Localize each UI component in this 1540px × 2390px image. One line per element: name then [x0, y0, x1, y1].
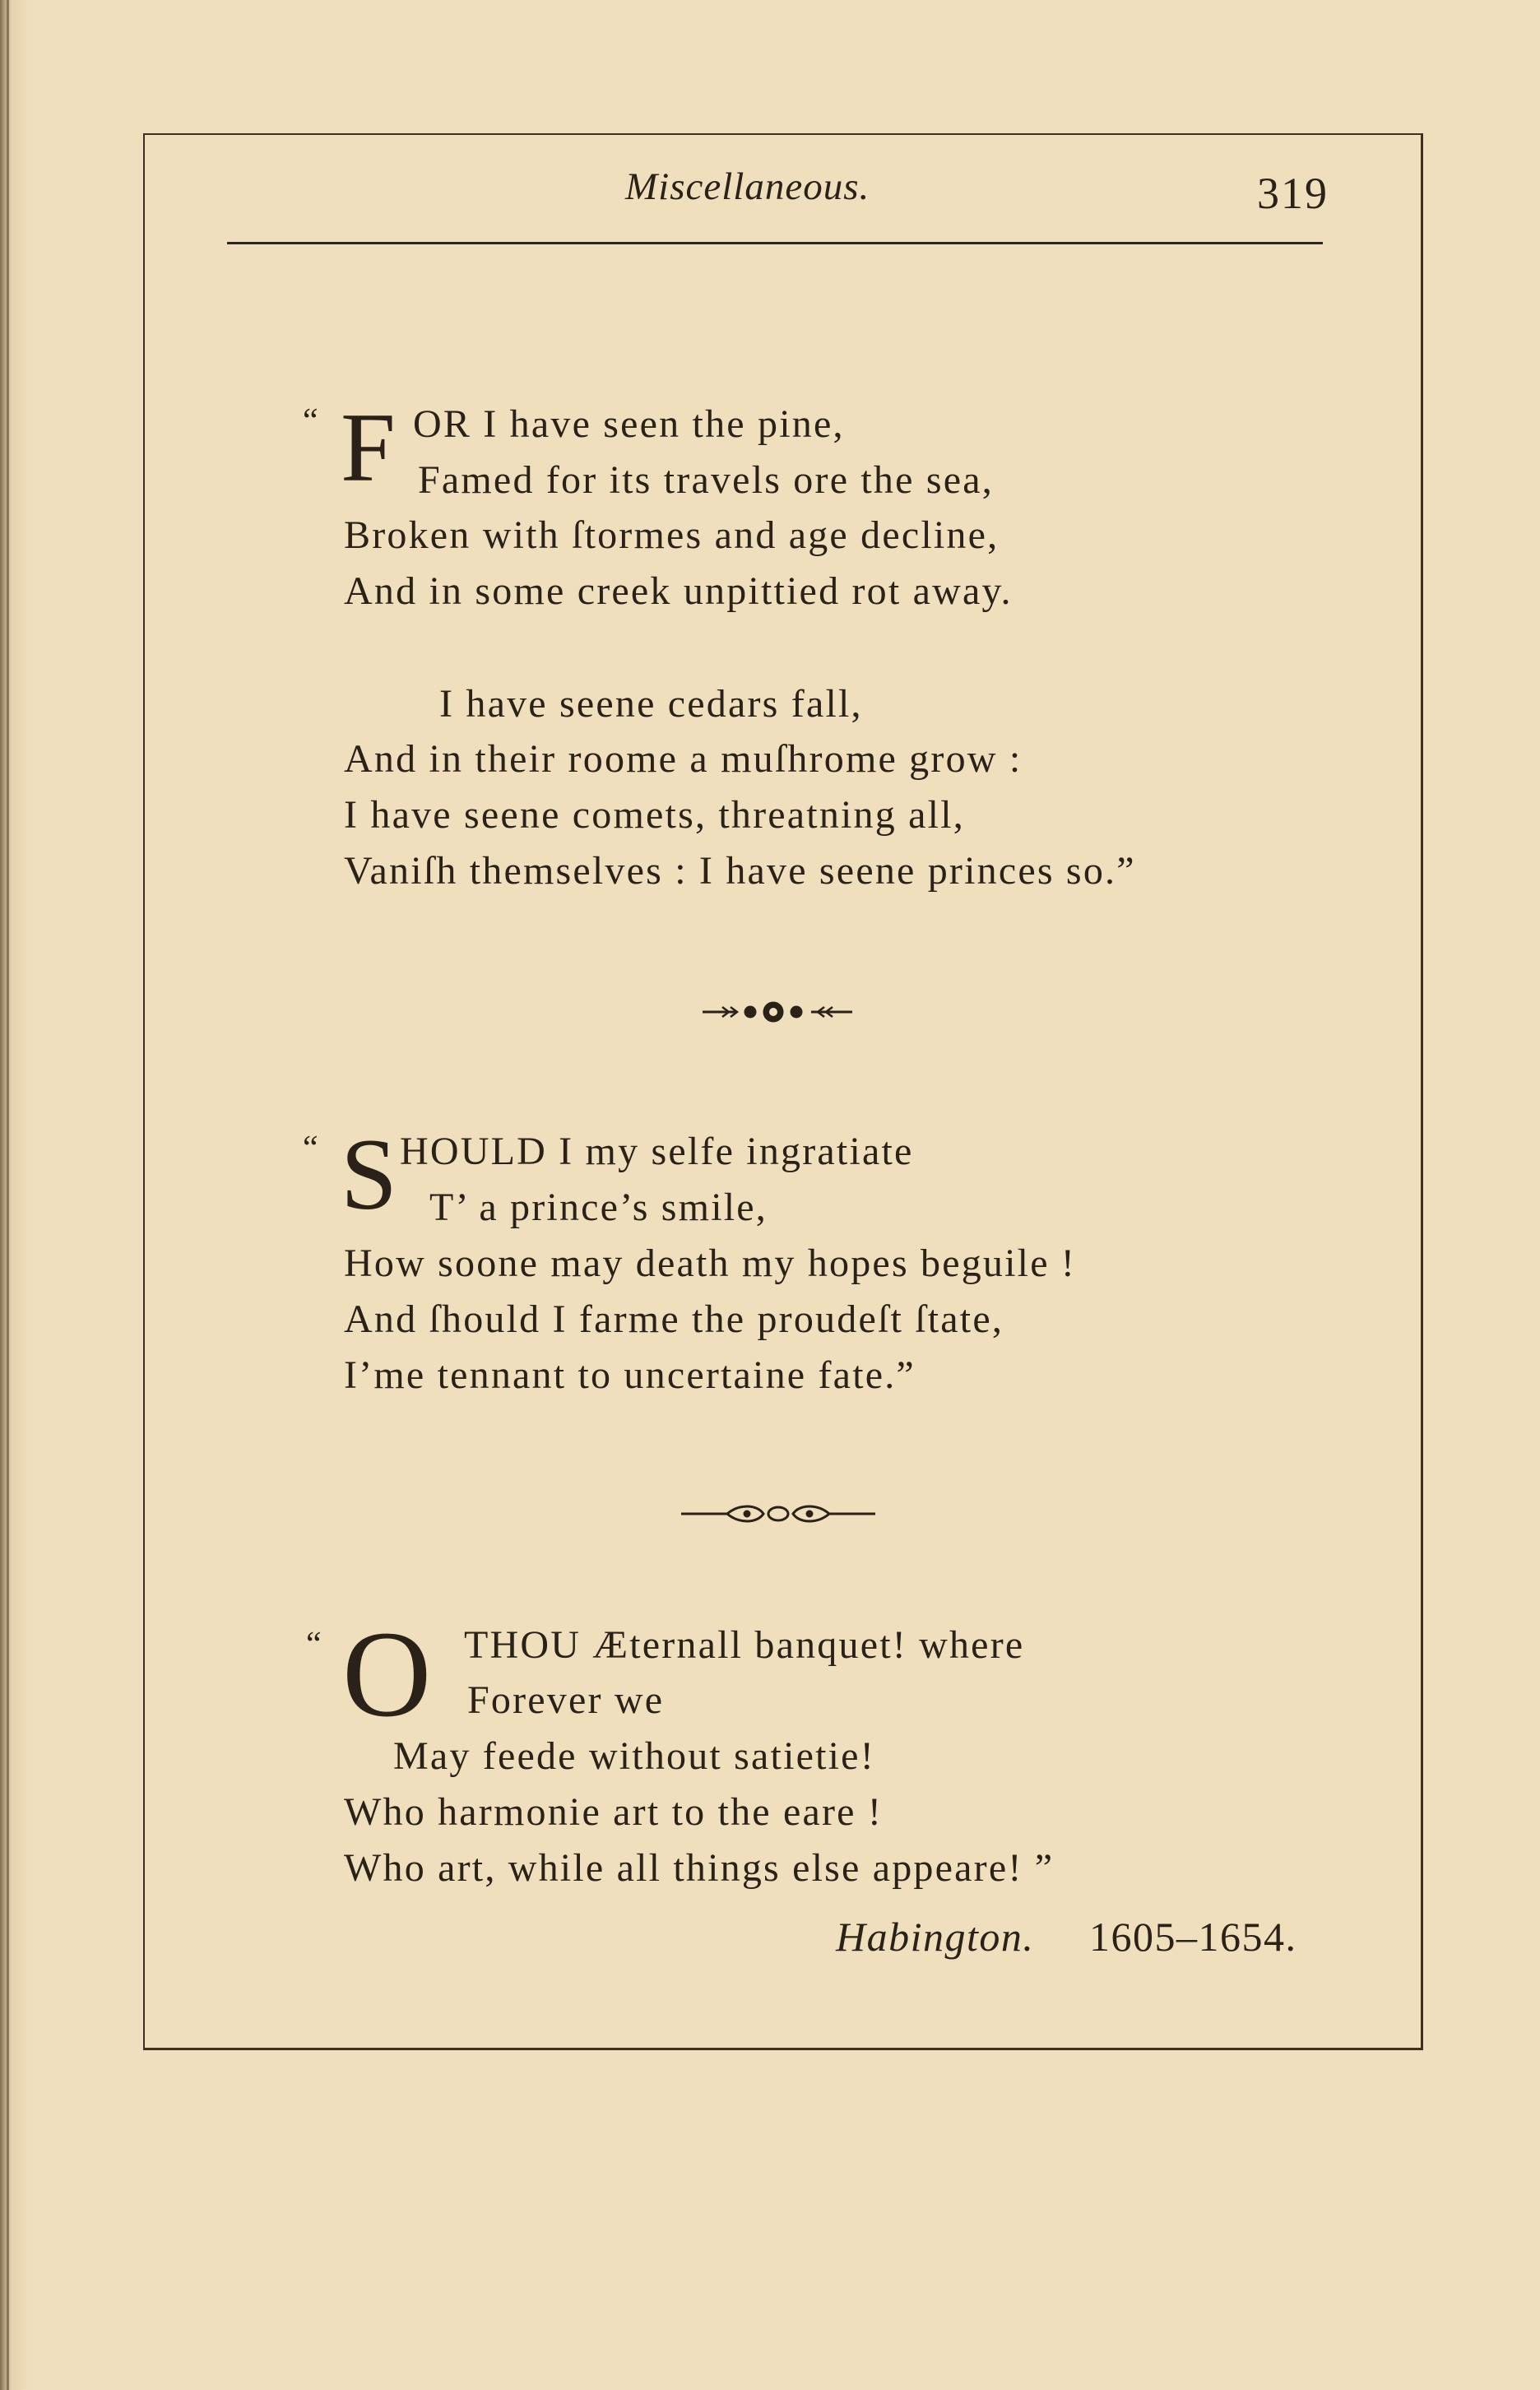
poem-line: I’me tennant to uncertaine fate.”	[344, 1353, 916, 1397]
open-quote: “	[306, 1626, 322, 1664]
header-rule	[227, 242, 1323, 244]
poem-line: Forever we	[467, 1678, 665, 1722]
poem-line: Broken with ſtormes and age decline,	[344, 513, 1000, 557]
poem-line: OR I have seen the pine,	[413, 402, 845, 446]
poem-line: And in some creek unpittied rot away.	[344, 569, 1013, 613]
poem-line: I have seene cedars fall,	[439, 682, 863, 726]
drop-cap-s: S	[341, 1118, 397, 1231]
poem-line: How soone may death my hopes beguile !	[344, 1241, 1077, 1285]
poem-line: THOU Æternall banquet! where	[464, 1623, 1025, 1667]
poem-line: Who art, while all things else appeare! ”	[344, 1846, 1055, 1890]
poem-line: And ſhould I farme the proudeſt ſtate,	[344, 1297, 1004, 1341]
poem-line: Famed for its travels ore the sea,	[418, 458, 994, 502]
open-quote: “	[303, 402, 318, 440]
poem-line: HOULD I my selfe ingratiate	[400, 1130, 914, 1173]
drop-cap-f: F	[341, 392, 396, 502]
poem-line: T’ a prince’s smile,	[429, 1186, 768, 1229]
attribution-author: Habington.	[836, 1914, 1035, 1960]
ornament-dots-divider	[699, 995, 856, 1028]
running-title: Miscellaneous.	[625, 165, 870, 208]
poem-line: May feede without satietie!	[393, 1734, 875, 1778]
poem-line: And in their roome a muſhrome grow :	[344, 737, 1023, 781]
open-quote: “	[303, 1130, 318, 1167]
poem-line: Who harmonie art to the eare !	[344, 1790, 884, 1834]
poem-line: I have seene comets, threatning all,	[344, 793, 965, 837]
ornament-scroll-divider	[678, 1496, 879, 1532]
poem-line: Vaniſh themselves : I have seene princes so.”	[344, 849, 1136, 893]
page-number: 319	[1257, 169, 1329, 218]
drop-cap-o: O	[342, 1606, 432, 1743]
attribution-dates: 1605–1654.	[1089, 1914, 1297, 1960]
book-binding-edge	[0, 0, 30, 2390]
